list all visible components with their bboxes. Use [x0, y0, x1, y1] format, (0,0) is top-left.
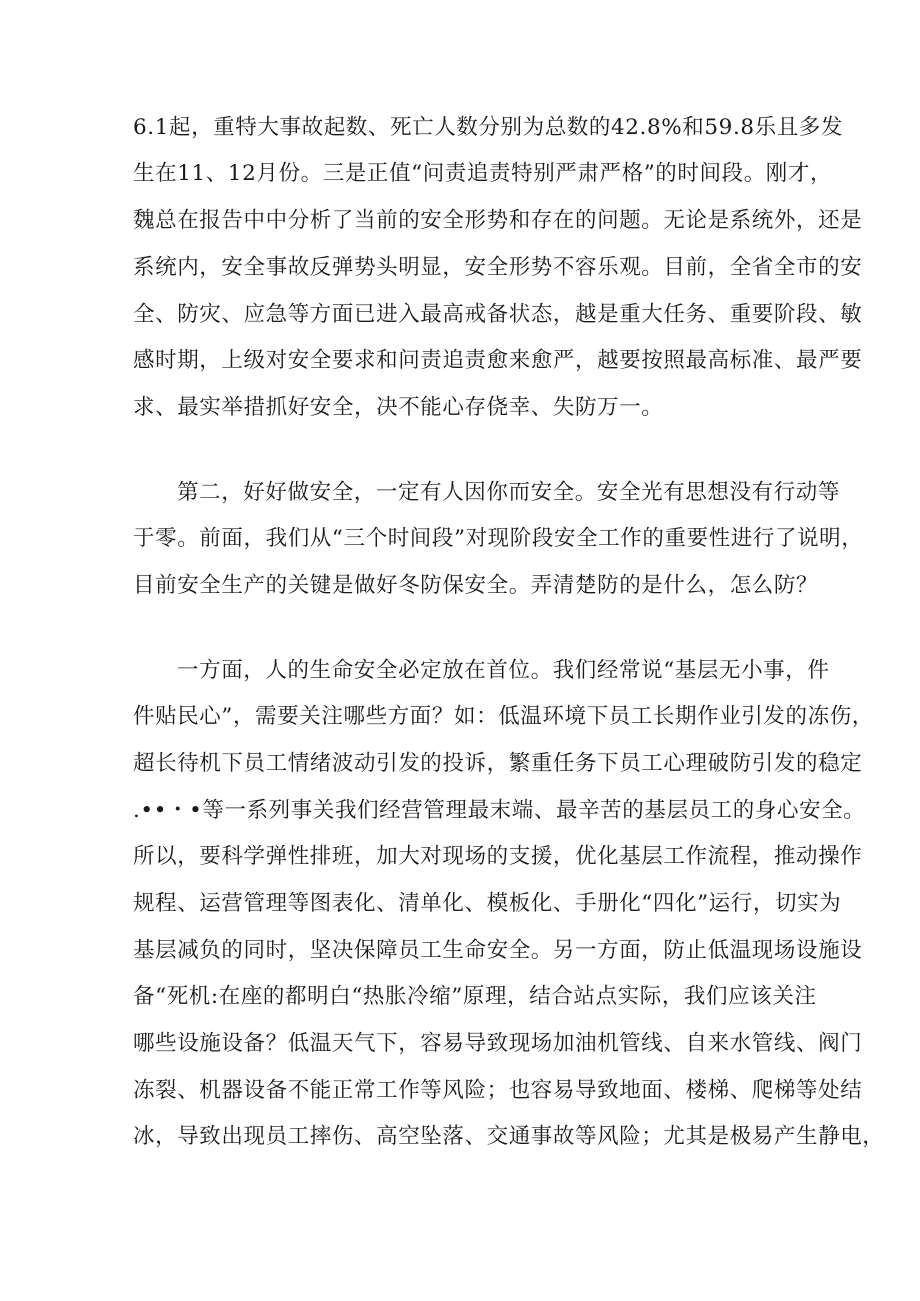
paragraph-3-line-11: 冰，导致出现员工摔伤、高空坠落、交通事故等风险；尤其是极易产生静电，: [133, 1124, 885, 1149]
paragraph-3-line-8: 备“死机:在座的都明白“热胀冷缩”原理，结合站点实际，我们应该关注: [133, 984, 817, 1009]
paragraph-3-line-10: 冻裂、机器设备不能正常工作等风险；也容易导致地面、楼梯、爬梯等处结: [133, 1078, 863, 1103]
paragraph-1-line-1: 6.1起，重特大事故起数、死亡人数分别为总数的42.8%和59.8乐且多发: [133, 115, 844, 140]
paragraph-3-line-7: 基层减负的同时，坚决保障员工生命安全。另一方面，防止低温现场设施设: [133, 938, 863, 963]
paragraph-2-line-2: 于零。前面，我们从“三个时间段”对现阶段安全工作的重要性进行了说明，: [133, 526, 864, 551]
paragraph-1-line-3: 魏总在报告中中分析了当前的安全形势和存在的问题。无论是系统外，还是: [133, 208, 863, 233]
paragraph-3-line-1: 一方面，人的生命安全必定放在首位。我们经常说“基层无小事，件: [177, 658, 830, 683]
paragraph-1-line-6: 感时期，上级对安全要求和问责追责愈来愈严，越要按照最高标准、最严要: [133, 348, 863, 373]
paragraph-3-line-6: 规程、运营管理等图表化、清单化、模板化、手册化“四化”运行，切实为: [133, 891, 842, 916]
paragraph-2-line-1: 第二，好好做安全，一定有人因你而安全。安全光有思想没有行动等: [177, 480, 841, 505]
paragraph-1-line-4: 系统内，安全事故反弹势头明显，安全形势不容乐观。目前，全省全市的安: [133, 255, 863, 280]
paragraph-1-line-7: 求、最实举措抓好安全，决不能心存侥幸、失防万一。: [133, 395, 664, 420]
paragraph-2-line-3: 目前安全生产的关键是做好冬防保安全。弄清楚防的是什么，怎么防？: [133, 573, 819, 598]
paragraph-3-line-5: 所以，要科学弹性排班，加大对现场的支援，优化基层工作流程，推动操作: [133, 844, 863, 869]
paragraph-3-line-9: 哪些设施设备？低温天气下，容易导致现场加油机管线、自来水管线、阀门: [133, 1031, 863, 1056]
paragraph-1-line-2: 生在11、12月份。三是正值“问责追责特别严肃严格”的时间段。刚才，: [133, 161, 833, 186]
paragraph-1-line-5: 全、防灾、应急等方面已进入最高戒备状态，越是重大任务、重要阶段、敏: [133, 302, 863, 327]
paragraph-3-line-2: 件贴民心”，需要关注哪些方面？如：低温环境下员工长期作业引发的冻伤，: [133, 704, 874, 729]
paragraph-3-line-4: .••・•等一系列事关我们经营管理最末端、最辛苦的基层员工的身心安全。: [133, 798, 866, 823]
paragraph-3-line-3: 超长待机下员工情绪波动引发的投诉，繁重任务下员工心理破防引发的稳定: [133, 751, 863, 776]
